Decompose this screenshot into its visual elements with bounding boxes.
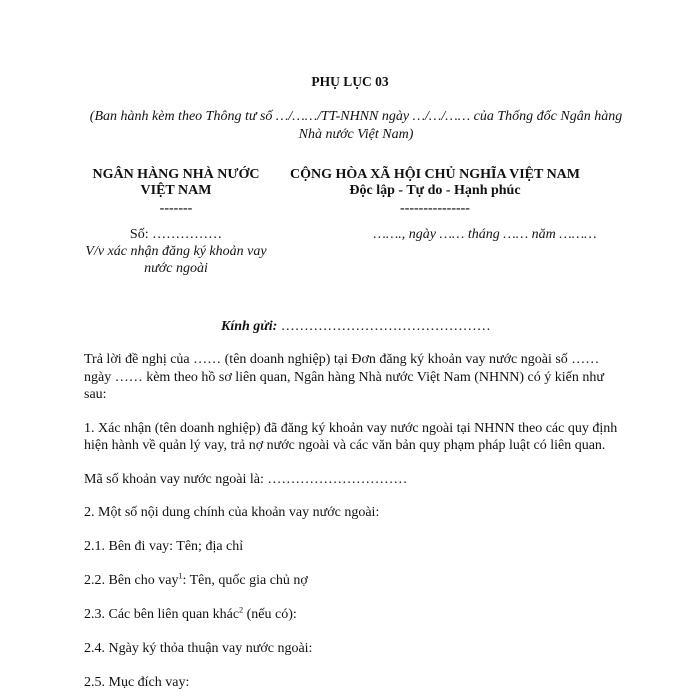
loan-code-line: Mã số khoản vay nước ngoài là: …………………………	[84, 472, 408, 487]
issuer-name-line2: VIỆT NAM	[140, 183, 212, 198]
subject-line1: V/v xác nhận đăng ký khoản vay	[85, 244, 267, 259]
item2-2-text: 2.2. Bên cho vay	[84, 573, 179, 588]
recipient-value: ………………………………………	[277, 319, 491, 334]
subject-line2: nước ngoài	[144, 261, 208, 276]
footnote-ref-1: 1	[178, 571, 183, 581]
item2-3-text-after: (nếu có):	[243, 607, 297, 622]
footnote-ref-2: 2	[239, 605, 244, 615]
item2-3-text: 2.3. Các bên liên quan khác	[84, 607, 240, 622]
place-date-line: ……., ngày …… tháng …… năm ………	[373, 227, 597, 242]
item2-heading: 2. Một số nội dung chính của khoản vay nước ngoài:	[84, 505, 380, 520]
item2-2-lender	[84, 572, 308, 590]
issuance-note-line1: (Ban hành kèm theo Thông tư số …/……/TT-NHNN ngày …/…/…… của Thống đốc Ngân hàng	[89, 109, 623, 124]
issuance-note-line2: Nhà nước Việt Nam)	[298, 127, 414, 142]
document-title: PHỤ LỤC 03	[311, 74, 389, 89]
issuer-name-line1: NGÂN HÀNG NHÀ NƯỚC	[92, 167, 260, 182]
item2-2-text-after: : Tên, quốc gia chủ nợ	[182, 573, 308, 588]
recipient-label: Kính gửi:	[221, 319, 278, 334]
national-motto: Độc lập - Tự do - Hạnh phúc	[349, 183, 521, 198]
motto-divider: ---------------	[400, 201, 470, 216]
item2-3-related-parties	[84, 606, 297, 624]
issuer-divider: -------	[159, 201, 193, 216]
item2-4-agreement-date: 2.4. Ngày ký thỏa thuận vay nước ngoài:	[84, 641, 313, 656]
recipient-line	[221, 318, 491, 336]
item2-5-purpose: 2.5. Mục đích vay:	[84, 675, 190, 690]
item1-line2: hiện hành về quản lý vay, trả nợ nước ngoài và các văn bản quy phạm pháp luật có liên quan.	[84, 438, 606, 453]
reply-paragraph-line2: ngày …… kèm theo hồ sơ liên quan, Ngân hàng Nhà nước Việt Nam (NHNN) có ý kiến như	[84, 370, 604, 385]
item2-1-borrower: 2.1. Bên đi vay: Tên; địa chỉ	[84, 539, 244, 554]
reply-paragraph-line1: Trả lời đề nghị của …… (tên doanh nghiệp) tại Đơn đăng ký khoản vay nước ngoài số ……	[84, 352, 600, 367]
item1-line1: 1. Xác nhận (tên doanh nghiệp) đã đăng ký khoản vay nước ngoài tại NHNN theo các quy định	[84, 421, 618, 436]
document-number: Số: ……………	[129, 227, 223, 242]
reply-paragraph-line3: sau:	[84, 387, 107, 402]
national-title: CỘNG HÒA XÃ HỘI CHỦ NGHĨA VIỆT NAM	[289, 167, 580, 182]
